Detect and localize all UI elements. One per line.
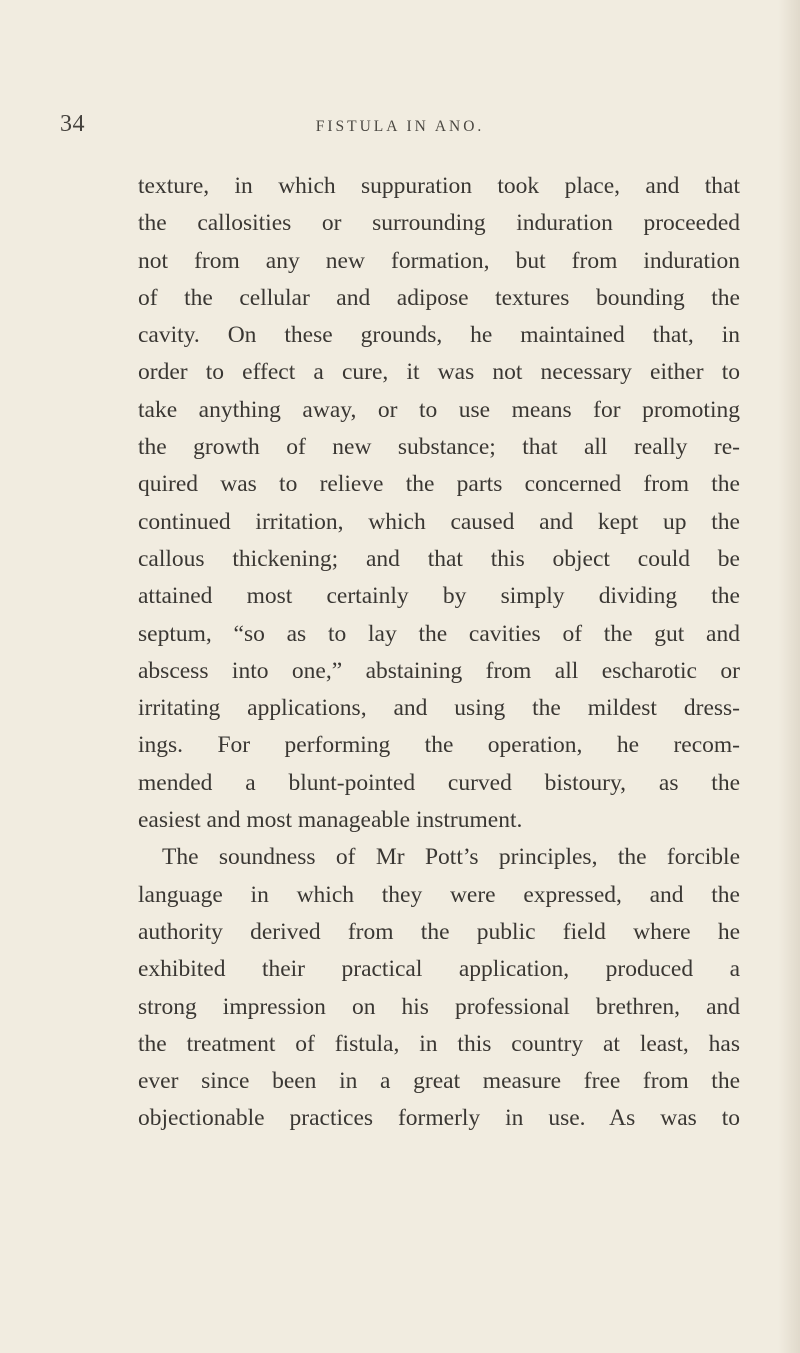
text-line: cavity. On these grounds, he maintained that, in [138, 322, 740, 349]
text-line: mended a blunt-pointed curved bistoury, as the [138, 769, 740, 796]
text-line: abscess into one,” abstaining from all escharotic or [138, 657, 740, 684]
text-line: ings. For performing the operation, he recom- [138, 732, 740, 759]
text-line: irritating applications, and using the mildest dress- [138, 695, 740, 722]
text-line: objectionable practices formerly in use. As was to [138, 1105, 740, 1132]
page-edge-shadow [778, 0, 800, 1353]
text-line: attained most certainly by simply dividing the [138, 583, 740, 610]
text-line: callous thickening; and that this object could be [138, 545, 740, 572]
running-head: FISTULA IN ANO. [315, 118, 485, 135]
paragraph-end-line: easiest and most manageable instrument. [138, 807, 523, 834]
text-line: continued irritation, which caused and kept up the [138, 508, 740, 535]
page-number: 34 [60, 111, 85, 137]
text-line: texture, in which suppuration took place, and that [138, 173, 740, 199]
text-line: the treatment of fistula, in this country at least, has [138, 1030, 740, 1057]
body-text [138, 168, 740, 1138]
text-line: language in which they were expressed, and the [138, 881, 740, 908]
text-line: quired was to relieve the parts concerned from the [138, 471, 740, 498]
text-line: exhibited their practical application, produced a [138, 956, 740, 983]
paragraph-start-line: The soundness of Mr Pott’s principles, the forcible [162, 844, 740, 871]
text-line: not from any new formation, but from induration [138, 247, 740, 274]
text-line: of the cellular and adipose textures bounding the [138, 284, 740, 311]
text-line: order to effect a cure, it was not necessary either to [138, 359, 740, 386]
text-line: the growth of new substance; that all really re- [138, 434, 740, 461]
text-line: ever since been in a great measure free from the [138, 1068, 740, 1095]
text-line: strong impression on his professional brethren, and [138, 993, 740, 1020]
text-line: the callosities or surrounding induration proceeded [138, 210, 740, 237]
text-line: authority derived from the public field where he [138, 918, 740, 945]
text-line: septum, “so as to lay the cavities of the gut and [138, 620, 740, 647]
text-line: take anything away, or to use means for promoting [138, 396, 740, 423]
